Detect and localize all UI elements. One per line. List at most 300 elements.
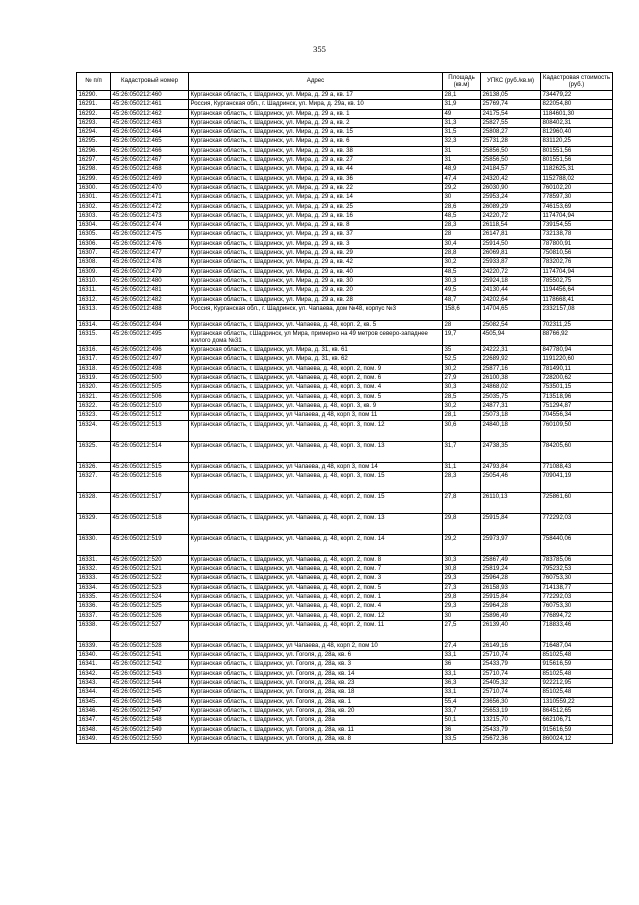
cell-upks: 25710,74 [481, 669, 541, 678]
cell-area: 27,3 [443, 583, 481, 592]
cell-cadastral-number: 45:26:050212:523 [111, 583, 189, 592]
cell-cadastral-cost: 851025,48 [541, 669, 613, 678]
cell-upks: 25877,16 [481, 364, 541, 373]
cell-cadastral-cost: 728200,62 [541, 374, 613, 383]
cell-address: Курганская область, г. Шадринск, ул. Мира, д. 29 а, кв. 30 [189, 276, 443, 285]
cell-upks: 25433,79 [481, 725, 541, 734]
cell-cadastral-number: 45:26:050212:517 [111, 492, 189, 513]
table-row [77, 202, 613, 211]
cell-cadastral-cost: 801551,56 [541, 146, 613, 155]
cell-cadastral-cost: 718833,46 [541, 620, 613, 641]
cell-cadastral-number: 45:26:050212:542 [111, 660, 189, 669]
cell-cadastral-cost: 915616,59 [541, 725, 613, 734]
cell-cadastral-cost: 1152788,02 [541, 174, 613, 183]
cell-upks: 25073,18 [481, 411, 541, 420]
cell-address: Курганская область, г. Шадринск, ул. Мира, д. 29 а, кв. 22 [189, 183, 443, 192]
cell-address: Курганская область, г. Шадринск, ул Чапаева, д 48, корп 3, пом 11 [189, 411, 443, 420]
cell-number: 16309. [77, 267, 111, 276]
table-row [77, 346, 613, 355]
cell-cadastral-cost: 1178668,41 [541, 295, 613, 304]
cell-cadastral-cost: 783202,76 [541, 258, 613, 267]
cell-upks: 25964,28 [481, 602, 541, 611]
cell-address: Курганская область, г. Шадринск, ул. Чапаева, д. 48, корп. 2, пом. 6 [189, 374, 443, 383]
cell-number: 16342. [77, 669, 111, 678]
cell-cadastral-cost: 772292,03 [541, 592, 613, 601]
cell-cadastral-number: 45:26:050212:515 [111, 462, 189, 471]
cell-area: 33,1 [443, 688, 481, 697]
table-row [77, 660, 613, 669]
cell-address: Курганская область, г. Шадринск, ул. Чапаева, д. 48, корп. 2, кв. 5 [189, 320, 443, 329]
cell-cadastral-cost: 732138,78 [541, 230, 613, 239]
cell-upks: 23656,30 [481, 697, 541, 706]
cell-cadastral-cost: 1174704,94 [541, 267, 613, 276]
cell-number: 16344. [77, 688, 111, 697]
cell-address: Курганская область, г. Шадринск, ул. Чапаева, д. 48, корп. 2, пом. 7 [189, 565, 443, 574]
table-row [77, 411, 613, 420]
cell-upks: 25819,24 [481, 565, 541, 574]
cell-address: Курганская область, г. Шадринск, ул. Мира, д. 29 а, кв. 37 [189, 230, 443, 239]
cell-area: 28,3 [443, 221, 481, 230]
cell-upks: 25405,32 [481, 679, 541, 688]
cell-cadastral-number: 45:26:050212:525 [111, 602, 189, 611]
cell-number: 16294. [77, 128, 111, 137]
table-row [77, 420, 613, 441]
cell-upks: 26139,40 [481, 620, 541, 641]
cell-address: Курганская область, г. Шадринск, ул. Гоголя, д. 28а, кв. 18 [189, 688, 443, 697]
cell-area: 36 [443, 660, 481, 669]
cell-area: 49 [443, 109, 481, 118]
cell-number: 16333. [77, 574, 111, 583]
cell-cadastral-number: 45:26:050212:547 [111, 706, 189, 715]
cell-cadastral-cost: 801551,56 [541, 156, 613, 165]
table-row [77, 183, 613, 192]
cell-area: 29,2 [443, 183, 481, 192]
cell-address: Курганская область, г. Шадринск, ул. Мира, д. 29 а, кв. 15 [189, 128, 443, 137]
cell-area: 31 [443, 156, 481, 165]
cell-address: Курганская область, г. Шадринск, ул. Мира, д. 29 а, кв. 17 [189, 91, 443, 100]
cell-cadastral-number: 45:26:050212:495 [111, 330, 189, 346]
cell-area: 30,3 [443, 383, 481, 392]
cell-cadastral-number: 45:26:050212:477 [111, 249, 189, 258]
cell-upks: 26158,93 [481, 583, 541, 592]
cell-address: Курганская область, г. Шадринск, ул. Гоголя, д. 28а, кв. 3 [189, 660, 443, 669]
cell-cadastral-number: 45:26:050212:476 [111, 239, 189, 248]
table-row [77, 221, 613, 230]
table-row [77, 583, 613, 592]
table-row [77, 651, 613, 660]
table-row [77, 592, 613, 601]
cell-number: 16336. [77, 602, 111, 611]
table-row [77, 146, 613, 155]
table-row [77, 462, 613, 471]
table-row [77, 174, 613, 183]
cell-cadastral-cost: 808402,31 [541, 118, 613, 127]
cell-cadastral-number: 45:26:050212:462 [111, 109, 189, 118]
table-row [77, 304, 613, 320]
cell-cadastral-cost: 760102,20 [541, 183, 613, 192]
cell-address: Курганская область, г. Шадринск, ул. Гоголя, д. 28а, кв. 1 [189, 697, 443, 706]
cell-number: 16290. [77, 91, 111, 100]
cell-area: 33,1 [443, 651, 481, 660]
cell-cadastral-cost: 1182625,31 [541, 165, 613, 174]
table-row [77, 513, 613, 534]
cell-area: 33,1 [443, 669, 481, 678]
cell-upks: 22689,92 [481, 355, 541, 364]
cell-cadastral-number: 45:26:050212:522 [111, 574, 189, 583]
cell-address: Курганская область, г. Шадринск, ул. Чапаева, д. 48, корп. 3, пом. 13 [189, 441, 443, 462]
cell-upks: 24738,35 [481, 441, 541, 462]
cell-area: 31,9 [443, 100, 481, 109]
cell-area: 31,5 [443, 128, 481, 137]
table-row [77, 230, 613, 239]
col-header-number: № п/п [77, 73, 111, 91]
cell-address: Курганская область, г. Шадринск, ул. Чапаева, д. 48, корп. 2, пом. 12 [189, 611, 443, 620]
cell-area: 30,3 [443, 276, 481, 285]
cell-cadastral-cost: 88766,92 [541, 330, 613, 346]
cell-area: 29,8 [443, 592, 481, 601]
cell-address: Курганская область, г. Шадринск, ул. Гоголя, д. 28а, кв. 6 [189, 651, 443, 660]
cell-cadastral-number: 45:26:050212:481 [111, 286, 189, 295]
cell-upks: 25054,46 [481, 471, 541, 492]
table-row [77, 137, 613, 146]
cell-address: Курганская область, г. Шадринск, ул Чапаева, д 48, корп 2, пом 10 [189, 641, 443, 650]
cell-area: 33,5 [443, 734, 481, 743]
cell-number: 16308. [77, 258, 111, 267]
cell-cadastral-number: 45:26:050212:512 [111, 411, 189, 420]
table-row [77, 441, 613, 462]
cell-cadastral-cost: 1191220,60 [541, 355, 613, 364]
table-row [77, 669, 613, 678]
cell-cadastral-number: 45:26:050212:510 [111, 401, 189, 410]
cell-upks: 25433,79 [481, 660, 541, 669]
cell-number: 16329. [77, 513, 111, 534]
cell-address: Курганская область, г. Шадринск, ул. Чапаева, д. 48, корп. 2, пом. 3 [189, 574, 443, 583]
cell-number: 16339. [77, 641, 111, 650]
cell-area: 27,9 [443, 374, 481, 383]
cell-cadastral-cost: 709041,19 [541, 471, 613, 492]
cell-cadastral-cost: 704556,34 [541, 411, 613, 420]
page-number: 355 [313, 44, 326, 54]
cell-upks: 26069,81 [481, 249, 541, 258]
cell-number: 16307. [77, 249, 111, 258]
cell-upks: 24175,54 [481, 109, 541, 118]
cell-cadastral-cost: 822054,80 [541, 100, 613, 109]
cell-address: Курганская область, г. Шадринск, ул. Мира, д. 29 а, кв. 40 [189, 267, 443, 276]
table-row [77, 165, 613, 174]
table-row [77, 320, 613, 329]
col-header-address: Адрес [189, 73, 443, 91]
cell-number: 16325. [77, 441, 111, 462]
col-header-upks: УПКС (руб./кв.м) [481, 73, 541, 91]
cell-cadastral-cost: 734479,22 [541, 91, 613, 100]
cell-area: 36 [443, 725, 481, 734]
cell-area: 28 [443, 320, 481, 329]
table-header-row [77, 73, 613, 91]
cell-cadastral-number: 45:26:050212:527 [111, 620, 189, 641]
cell-number: 16297. [77, 156, 111, 165]
cell-number: 16328. [77, 492, 111, 513]
cell-area: 48,5 [443, 267, 481, 276]
cell-area: 33,7 [443, 706, 481, 715]
cell-upks: 25731,28 [481, 137, 541, 146]
table-row [77, 91, 613, 100]
cell-cadastral-cost: 739154,55 [541, 221, 613, 230]
cell-area: 28,1 [443, 91, 481, 100]
cell-cadastral-cost: 864512,65 [541, 706, 613, 715]
cell-number: 16296. [77, 146, 111, 155]
cell-cadastral-cost: 716487,04 [541, 641, 613, 650]
cell-area: 30,8 [443, 565, 481, 574]
cell-number: 16348. [77, 725, 111, 734]
cell-cadastral-cost: 713518,96 [541, 392, 613, 401]
cell-upks: 25914,50 [481, 239, 541, 248]
cell-upks: 25856,50 [481, 156, 541, 165]
cell-cadastral-cost: 784205,60 [541, 441, 613, 462]
cell-area: 28,5 [443, 392, 481, 401]
table-row [77, 679, 613, 688]
table-row [77, 193, 613, 202]
cell-upks: 24222,31 [481, 346, 541, 355]
cell-address: Курганская область, г. Шадринск, ул. Чапаева, д. 48, корп. 2, пом. 1 [189, 592, 443, 601]
cell-number: 16326. [77, 462, 111, 471]
cell-cadastral-cost: 781490,11 [541, 364, 613, 373]
cell-cadastral-number: 45:26:050212:516 [111, 471, 189, 492]
cell-upks: 25827,55 [481, 118, 541, 127]
cell-address: Курганская область, г. Шадринск, ул. Чапаева, д. 48, корп. 3, пом. 4 [189, 383, 443, 392]
cell-number: 16291. [77, 100, 111, 109]
cell-number: 16319. [77, 374, 111, 383]
cell-cadastral-cost: 753501,15 [541, 383, 613, 392]
cell-cadastral-number: 45:26:050212:526 [111, 611, 189, 620]
cell-address: Курганская область, г. Шадринск, ул. Чапаева, д. 48, корп. 3, кв. 9 [189, 401, 443, 410]
cell-area: 27,5 [443, 620, 481, 641]
cell-address: Курганская область, г. Шадринск, ул. Чапаева, д. 48, корп. 2, пом. 15 [189, 492, 443, 513]
cell-upks: 14704,65 [481, 304, 541, 320]
table-row [77, 565, 613, 574]
cell-cadastral-number: 45:26:050212:460 [111, 91, 189, 100]
cell-address: Курганская область, г. Шадринск, ул. Чапаева, д. 48, корп. 2, пом. 8 [189, 555, 443, 564]
cell-number: 16311. [77, 286, 111, 295]
cell-cadastral-cost: 787800,91 [541, 239, 613, 248]
cell-area: 30,6 [443, 420, 481, 441]
cell-area: 30,3 [443, 555, 481, 564]
cell-address: Курганская область, г. Шадринск, ул. Чапаева, д. 48, корп. 2, пом. 11 [189, 620, 443, 641]
cell-cadastral-cost: 751294,87 [541, 401, 613, 410]
table-row [77, 534, 613, 555]
cell-cadastral-number: 45:26:050212:506 [111, 392, 189, 401]
cell-address: Курганская область, г. Шадринск, ул. Чапаева, д. 48, корп. 3, пом. 12 [189, 420, 443, 441]
cell-cadastral-number: 45:26:050212:528 [111, 641, 189, 650]
cell-cadastral-number: 45:26:050212:469 [111, 174, 189, 183]
cell-cadastral-number: 45:26:050212:472 [111, 202, 189, 211]
cell-upks: 25915,84 [481, 592, 541, 601]
cell-cadastral-number: 45:26:050212:520 [111, 555, 189, 564]
cell-cadastral-cost: 725861,60 [541, 492, 613, 513]
cell-cadastral-number: 45:26:050212:482 [111, 295, 189, 304]
cell-cadastral-cost: 915616,59 [541, 660, 613, 669]
cell-cadastral-number: 45:26:050212:521 [111, 565, 189, 574]
cell-cadastral-cost: 760109,50 [541, 420, 613, 441]
cell-area: 19,7 [443, 330, 481, 346]
cell-cadastral-cost: 1174704,94 [541, 211, 613, 220]
cell-number: 16316. [77, 346, 111, 355]
cell-upks: 25953,24 [481, 193, 541, 202]
cell-address: Курганская область, г. Шадринск, ул. Мира, д. 29 а, кв. 16 [189, 211, 443, 220]
table-row [77, 330, 613, 346]
cell-cadastral-number: 45:26:050212:498 [111, 364, 189, 373]
cell-address: Курганская область, г. Шадринск, ул Чапаева, д 48, корп 3, пом 14 [189, 462, 443, 471]
cell-area: 52,5 [443, 355, 481, 364]
cell-cadastral-number: 45:26:050212:466 [111, 146, 189, 155]
cell-cadastral-number: 45:26:050212:471 [111, 193, 189, 202]
cell-upks: 25973,97 [481, 534, 541, 555]
table-row [77, 286, 613, 295]
cell-address: Курганская область, г. Шадринск, ул. Чапаева, д. 48, корп. 2, пом. 5 [189, 583, 443, 592]
cell-area: 30,2 [443, 401, 481, 410]
cell-cadastral-number: 45:26:050212:488 [111, 304, 189, 320]
cell-number: 16340. [77, 651, 111, 660]
cell-address: Курганская область, г. Шадринск, ул. Мира, д. 29 а, кв. 6 [189, 137, 443, 146]
cell-cadastral-cost: 750810,56 [541, 249, 613, 258]
cell-area: 36,3 [443, 679, 481, 688]
cell-area: 31,3 [443, 118, 481, 127]
cell-upks: 24868,02 [481, 383, 541, 392]
cell-cadastral-cost: 760753,30 [541, 574, 613, 583]
cell-area: 31,1 [443, 462, 481, 471]
cell-address: Курганская область, г. Шадринск, ул. Мира, д. 29 а, кв. 14 [189, 193, 443, 202]
cell-cadastral-number: 45:26:050212:550 [111, 734, 189, 743]
cell-address: Курганская область, г. Шадринск, ул. Чапаева, д. 48, корп. 2, пом. 9 [189, 364, 443, 373]
cell-cadastral-number: 45:26:050212:494 [111, 320, 189, 329]
cell-address: Курганская область, г. Шадринск, ул. Чапаева, д. 48, корп. 3, пом. 15 [189, 471, 443, 492]
cell-upks: 24840,18 [481, 420, 541, 441]
cell-area: 29,8 [443, 513, 481, 534]
table-row [77, 374, 613, 383]
cell-cadastral-number: 45:26:050212:541 [111, 651, 189, 660]
cell-area: 30,2 [443, 364, 481, 373]
table-row [77, 716, 613, 725]
cell-number: 16300. [77, 183, 111, 192]
cell-area: 28,3 [443, 471, 481, 492]
cell-address: Курганская область, г. Шадринск, ул. Мира, д. 31, кв. 61 [189, 346, 443, 355]
cell-upks: 24220,72 [481, 267, 541, 276]
cell-area: 29,3 [443, 574, 481, 583]
cell-cadastral-cost: 851025,48 [541, 688, 613, 697]
cell-address: Курганская область, г. Шадринск, ул. Мира, д. 29 а, кв. 25 [189, 202, 443, 211]
cell-upks: 24220,72 [481, 211, 541, 220]
cell-number: 16292. [77, 109, 111, 118]
cell-number: 16312. [77, 295, 111, 304]
cell-upks: 26110,13 [481, 492, 541, 513]
cell-number: 16335. [77, 592, 111, 601]
cell-cadastral-number: 45:26:050212:474 [111, 221, 189, 230]
cell-address: Курганская область, г. Шадринск, ул. Гоголя, д. 28а, кв. 20 [189, 706, 443, 715]
cell-cadastral-number: 45:26:050212:549 [111, 725, 189, 734]
table-row [77, 276, 613, 285]
cell-number: 16330. [77, 534, 111, 555]
table-row [77, 471, 613, 492]
cell-address: Россия, Курганская обл., г. Шадринск, ул. Мира, д. 29а, кв. 10 [189, 100, 443, 109]
cell-address: Курганская область, г.Шадринск, ул Мира, примерно на 49 метров северо-западнее жилого дома №31 [189, 330, 443, 346]
table-row [77, 611, 613, 620]
cell-area: 28,6 [443, 202, 481, 211]
cell-number: 16301. [77, 193, 111, 202]
table-row [77, 295, 613, 304]
cell-upks: 26030,90 [481, 183, 541, 192]
cell-area: 30,4 [443, 239, 481, 248]
table-row [77, 109, 613, 118]
cell-address: Курганская область, г. Шадринск, ул. Мира, д. 29 а, кв. 29 [189, 249, 443, 258]
cell-cadastral-number: 45:26:050212:496 [111, 346, 189, 355]
cell-cadastral-number: 45:26:050212:518 [111, 513, 189, 534]
cell-number: 16346. [77, 706, 111, 715]
cell-area: 30 [443, 611, 481, 620]
cell-upks: 24877,31 [481, 401, 541, 410]
cell-number: 16305. [77, 230, 111, 239]
cadastral-table [76, 72, 613, 744]
table-row [77, 697, 613, 706]
cell-area: 50,1 [443, 716, 481, 725]
cell-upks: 25710,74 [481, 688, 541, 697]
cell-cadastral-cost: 922212,95 [541, 679, 613, 688]
table-row [77, 574, 613, 583]
table-row [77, 100, 613, 109]
cell-address: Курганская область, г. Шадринск, ул. Мира, д. 29 а, кв. 36 [189, 174, 443, 183]
cell-cadastral-number: 45:26:050212:465 [111, 137, 189, 146]
cell-address: Курганская область, г. Шадринск, ул. Чапаева, д. 48, корп. 3, пом. 5 [189, 392, 443, 401]
cell-address: Курганская область, г. Шадринск, ул. Мира, д. 29 а, кв. 44 [189, 165, 443, 174]
cell-cadastral-cost: 1184601,30 [541, 109, 613, 118]
cell-number: 16334. [77, 583, 111, 592]
cell-cadastral-cost: 758440,06 [541, 534, 613, 555]
col-header-cadastral-cost: Кадастровая стоимость (руб.) [541, 73, 613, 91]
cell-cadastral-cost: 771088,43 [541, 462, 613, 471]
cell-number: 16318. [77, 364, 111, 373]
cell-number: 16323. [77, 411, 111, 420]
cell-cadastral-number: 45:26:050212:544 [111, 679, 189, 688]
cell-cadastral-number: 45:26:050212:475 [111, 230, 189, 239]
cell-cadastral-cost: 778597,30 [541, 193, 613, 202]
cell-number: 16306. [77, 239, 111, 248]
cell-area: 48,5 [443, 211, 481, 220]
cell-address: Курганская область, г. Шадринск, ул. Гоголя, д. 28а, кв. 11 [189, 725, 443, 734]
cell-upks: 26147,81 [481, 230, 541, 239]
cell-area: 27,8 [443, 492, 481, 513]
cell-upks: 24793,84 [481, 462, 541, 471]
cell-upks: 25769,74 [481, 100, 541, 109]
cell-cadastral-cost: 851025,48 [541, 651, 613, 660]
table-row [77, 620, 613, 641]
cell-number: 16343. [77, 679, 111, 688]
cell-cadastral-cost: 860024,12 [541, 734, 613, 743]
cell-area: 27,4 [443, 641, 481, 650]
cell-number: 16321. [77, 392, 111, 401]
cell-upks: 26100,38 [481, 374, 541, 383]
cell-cadastral-number: 45:26:050212:478 [111, 258, 189, 267]
cell-upks: 26149,16 [481, 641, 541, 650]
cell-upks: 25672,36 [481, 734, 541, 743]
cell-area: 48,7 [443, 295, 481, 304]
table-row [77, 249, 613, 258]
cell-number: 16347. [77, 716, 111, 725]
cell-cadastral-number: 45:26:050212:546 [111, 697, 189, 706]
cell-upks: 24130,44 [481, 286, 541, 295]
cell-cadastral-cost: 812960,40 [541, 128, 613, 137]
cell-cadastral-number: 45:26:050212:500 [111, 374, 189, 383]
cell-number: 16314. [77, 320, 111, 329]
cell-number: 16349. [77, 734, 111, 743]
cell-cadastral-cost: 776894,72 [541, 611, 613, 620]
